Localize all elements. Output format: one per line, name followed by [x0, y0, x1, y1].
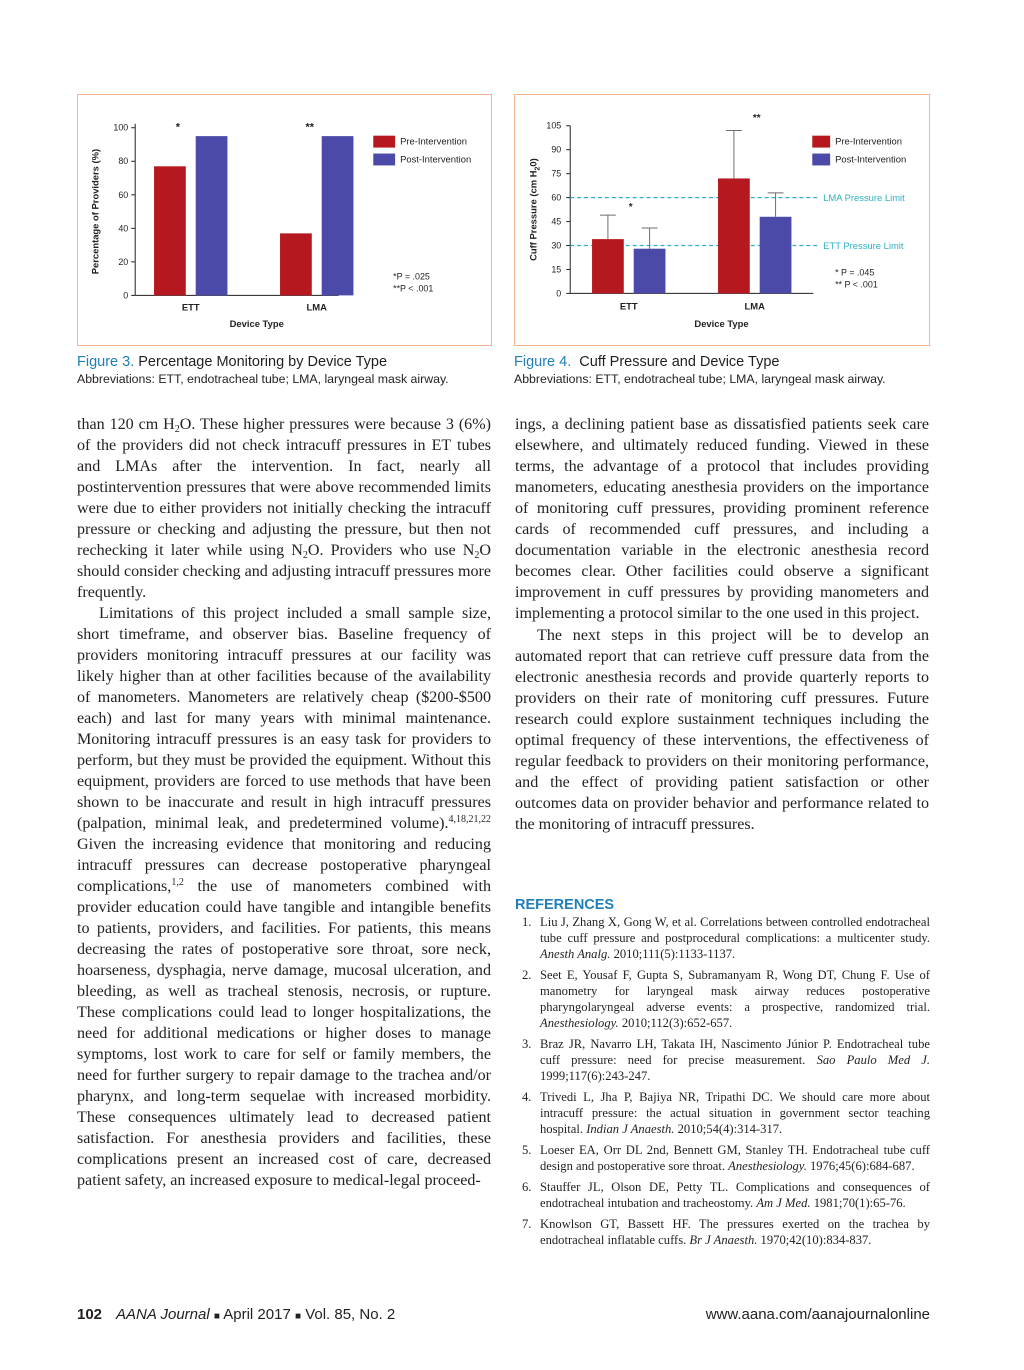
y-axis-title-subscript: 2	[534, 166, 542, 171]
footer-journal-info	[77, 1306, 395, 1323]
legend-label: Pre-Intervention	[835, 135, 903, 147]
bar-ett-pre	[154, 166, 186, 295]
reference-line-label: ETT Pressure Limit	[823, 239, 904, 251]
subscript: 2	[302, 550, 308, 561]
reference-journal: Sao Paulo Med J.	[816, 1053, 930, 1067]
legend-swatch	[812, 136, 830, 148]
y-tick-label: 75	[551, 168, 562, 179]
left-paragraph-2	[77, 603, 491, 1191]
journal-name: AANA Journal	[116, 1306, 210, 1323]
reference-citation: 1999;117(6):243-247.	[540, 1069, 651, 1083]
reference-item	[515, 1089, 930, 1137]
separator-icon: ■	[294, 1311, 302, 1322]
reference-text: Liu J, Zhang X, Gong W, et al. Correlations between controlled endotracheal tube cuff pressure and postprocedural complications: a multicenter study.	[540, 915, 930, 945]
reference-number: 2.	[522, 968, 532, 982]
reference-citation: 1981;70(1):65-76.	[810, 1196, 906, 1210]
reference-text: Stauffer JL, Olson DE, Petty TL. Complications and consequences of endotracheal intubation and tracheostomy.	[540, 1180, 930, 1210]
reference-citation: 2010;112(3):652-657.	[618, 1016, 733, 1030]
reference-journal: Indian J Anaesth.	[586, 1122, 675, 1136]
issue-date: April 2017	[223, 1306, 291, 1323]
y-axis-title-part: 0)	[527, 158, 539, 167]
footnote-text: * P = .045	[835, 267, 875, 278]
footnote-text: *P = .025	[393, 271, 430, 282]
figure-3-svg	[78, 95, 491, 345]
y-tick-label: 0	[123, 290, 129, 301]
reference-number: 6.	[522, 1180, 532, 1194]
reference-text: Knowlson GT, Bassett HF. The pressures exerted on the trachea by endotracheal inflatable cuffs.	[540, 1217, 930, 1247]
reference-citation: 1976;45(6):684-687.	[806, 1159, 915, 1173]
figure-4-abbreviations: Abbreviations: ETT, endotracheal tube; LMA, laryngeal mask airway.	[514, 372, 886, 386]
bar-lma-post	[760, 217, 792, 294]
reference-number: 4.	[522, 1090, 532, 1104]
references-heading: REFERENCES	[515, 897, 615, 913]
figure-3-caption	[77, 353, 497, 388]
x-tick-label: LMA	[306, 301, 327, 313]
references-list	[515, 914, 930, 1253]
y-axis-title: Percentage of Providers (%)	[89, 148, 101, 275]
significance-mark: **	[305, 121, 315, 134]
reference-citation: 2010;54(4):314-317.	[674, 1122, 783, 1136]
significance-mark: *	[175, 121, 180, 134]
text-span: O should consider checking and adjusting intracuff pressures more frequently.	[77, 542, 492, 601]
reference-text: Braz JR, Navarro LH, Takata IH, Nascimento Júnior P. Endotracheal tube cuff pressure: need for precise measurement.	[540, 1037, 930, 1067]
reference-item	[515, 1179, 930, 1211]
y-tick-label: 60	[118, 189, 129, 200]
right-paragraph-2: The next steps in this project will be to develop an automated report that can retrieve cuff pressure data from the electronic anesthesia records and provide quarterly reports to providers on their rate of monitoring cuff pressures. Future research could explore sustainment techniques including the optimal frequency of these interventions, the effectiveness of regular feedback to providers on their monitoring performance, and the effect of providing patient satisfaction or other outcomes data on provider behavior and performance related to the monitoring of intracuff pressures.	[515, 627, 929, 833]
y-tick-label: 0	[556, 288, 562, 299]
reference-number: 1.	[522, 915, 532, 929]
text-span: O. These higher pressures were because 3 (6%) of the providers did not check intracuff pressures in ET tubes and LMAs after the intervention. In fact, nearly all postintervention pressures that were above recommended limits were due to either providers not initially checking the intracuff pressure or checking and adjusting the pressure, but then not rechecking it later while using N	[77, 416, 491, 559]
y-tick-label: 15	[551, 264, 562, 275]
bar-lma-pre	[718, 178, 750, 293]
left-column	[77, 414, 491, 1191]
subscript: 2	[474, 550, 480, 561]
reference-number: 3.	[522, 1037, 532, 1051]
figure-3-title: Percentage Monitoring by Device Type	[138, 354, 388, 370]
legend-label: Post-Intervention	[400, 153, 472, 165]
y-tick-label: 105	[546, 120, 562, 131]
right-column	[515, 414, 929, 835]
reference-line-label: LMA Pressure Limit	[823, 192, 905, 204]
reference-journal: Am J Med.	[756, 1196, 811, 1210]
citation-superscript: 4,18,21,22	[448, 814, 491, 825]
left-paragraph-1	[77, 414, 491, 603]
y-tick-label: 100	[113, 122, 129, 133]
legend-label: Pre-Intervention	[400, 135, 468, 147]
y-tick-label: 80	[118, 156, 129, 167]
reference-item	[515, 1216, 930, 1248]
y-tick-label: 90	[551, 144, 562, 155]
bar-ett-post	[196, 136, 228, 295]
figure-4-label: Figure 4.	[514, 354, 572, 370]
reference-item	[515, 967, 930, 1031]
text-span: than 120 cm H	[77, 416, 175, 433]
page-number: 102	[77, 1306, 103, 1323]
significance-mark: *	[628, 202, 633, 214]
separator-icon: ■	[213, 1311, 220, 1322]
figure-4-caption	[514, 353, 934, 388]
x-tick-label: ETT	[619, 300, 638, 312]
y-axis-title-part: Cuff Pressure (cm H	[527, 170, 539, 261]
reference-text: Loeser EA, Orr DL 2nd, Bennett GM, Stanley TH. Endotracheal tube cuff design and postoperative sore throat.	[540, 1143, 930, 1173]
x-tick-label: ETT	[181, 301, 200, 313]
figure-3-label: Figure 3.	[77, 354, 135, 370]
bar-lma-pre	[280, 233, 312, 295]
y-tick-label: 40	[118, 223, 129, 234]
citation-superscript: 1,2	[171, 877, 184, 888]
reference-citation: 2010;111(5):1133-1137.	[610, 947, 736, 961]
reference-number: 5.	[522, 1143, 532, 1157]
y-tick-label: 45	[551, 216, 562, 227]
bar-ett-pre	[592, 239, 624, 293]
x-tick-label: LMA	[744, 300, 765, 312]
figure-4-svg	[515, 95, 929, 345]
reference-text: Seet E, Yousaf F, Gupta S, Subramanyam R, Wong DT, Chung F. Use of manometry for laryngeal mask airway reduces postoperative pharyngolaryngeal adverse events: a prospective, randomized trial.	[540, 968, 930, 1014]
legend-swatch	[373, 136, 395, 148]
figure-3-chart	[77, 94, 492, 346]
text-span: O. Providers who use N	[307, 542, 475, 559]
y-tick-label: 30	[551, 240, 562, 251]
legend-swatch	[812, 154, 830, 166]
reference-item	[515, 1036, 930, 1084]
reference-journal: Anesthesiology.	[540, 1016, 619, 1030]
journal-url: www.aana.com/aanajournalonline	[705, 1306, 930, 1323]
text-span: Limitations of this project included a small sample size, short timeframe, and observer bias. Baseline frequency of providers monitoring intracuff pressures at our facility was likely higher than at other facilities because of the availability of manometers. Manometers are relatively cheap ($200-$500 each) and last for many years with minimal maintenance. Monitoring intracuff pressures is an easy task for providers to perform, but they must be provided the equipment. Without this equipment, providers are forced to use methods that have been shown to be inaccurate and result in high intracuff pressures (palpation, minimal leak, and predetermined volume).	[77, 605, 491, 832]
reference-citation: 1970;42(10):834-837.	[757, 1233, 872, 1247]
footnote-text: **P < .001	[393, 283, 434, 294]
y-tick-label: 20	[118, 256, 129, 267]
footnote-text: ** P < .001	[835, 279, 878, 290]
figure-4-chart	[514, 94, 930, 346]
volume-info: Vol. 85, No. 2	[305, 1306, 396, 1323]
bar-lma-post	[322, 136, 354, 295]
right-paragraph-1: ings, a declining patient base as dissatisfied patients seek care elsewhere, and ultimately reduced funding. Viewed in these terms, the advantage of a protocol that includes providing manometers, educating anesthesia providers on the importance of monitoring cuff pressures, providing prominent reference cards of recommended cuff pressures, and including a documentation variable in the electronic anesthesia record becomes clear. Other facilities could observe a significant improvement in cuff pressures by providing manometers and implementing a protocol similar to the one used in this project.	[515, 416, 929, 622]
bar-ett-post	[634, 249, 666, 294]
x-axis-title: Device Type	[229, 318, 284, 330]
reference-text: Trivedi L, Jha P, Bajiya NR, Tripathi DC. We should care more about intracuff pressure: the actual situation in government sector teaching hospital.	[540, 1090, 930, 1136]
figure-3-abbreviations: Abbreviations: ETT, endotracheal tube; LMA, laryngeal mask airway.	[77, 372, 449, 386]
reference-item	[515, 914, 930, 962]
reference-journal: Anesth Analg.	[540, 947, 611, 961]
reference-journal: Br J Anaesth.	[689, 1233, 758, 1247]
subscript: 2	[174, 424, 180, 435]
reference-number: 7.	[522, 1217, 532, 1231]
reference-item	[515, 1142, 930, 1174]
legend-swatch	[373, 154, 395, 166]
y-axis-title	[527, 158, 541, 261]
text-span: Given the increasing evidence that monitoring and reducing intracuff pressures can decrease postoperative pharyngeal complications,	[77, 836, 491, 895]
significance-mark: **	[752, 112, 761, 124]
reference-journal: Anesthesiology.	[728, 1159, 807, 1173]
legend-label: Post-Intervention	[835, 153, 907, 165]
x-axis-title: Device Type	[694, 318, 749, 330]
y-tick-label: 60	[551, 192, 562, 203]
text-span: the use of manometers combined with provider education could have tangible and intangible benefits to patients, providers, and facilities. For patients, this means decreasing the rates of postoperative sore throat, sore neck, hoarseness, dysphagia, nerve damage, mucosal ulceration, and bleeding, as well as tracheal stenosis, necrosis, or rupture. These complications could lead to longer hospitalizations, the need for additional medications or higher doses to manage symptoms, lost work to care for self or family members, the need for further surgery to repair damage to the trachea and/or pharynx, and long-term sequelae with increased morbidity. These consequences ultimately lead to decreased patient satisfaction. For anesthesia providers and facilities, these complications present an increased cost of care, decreased patient safety, an increased exposure to medical-legal proceed-	[77, 878, 491, 1189]
figure-4-title: Cuff Pressure and Device Type	[579, 354, 780, 370]
